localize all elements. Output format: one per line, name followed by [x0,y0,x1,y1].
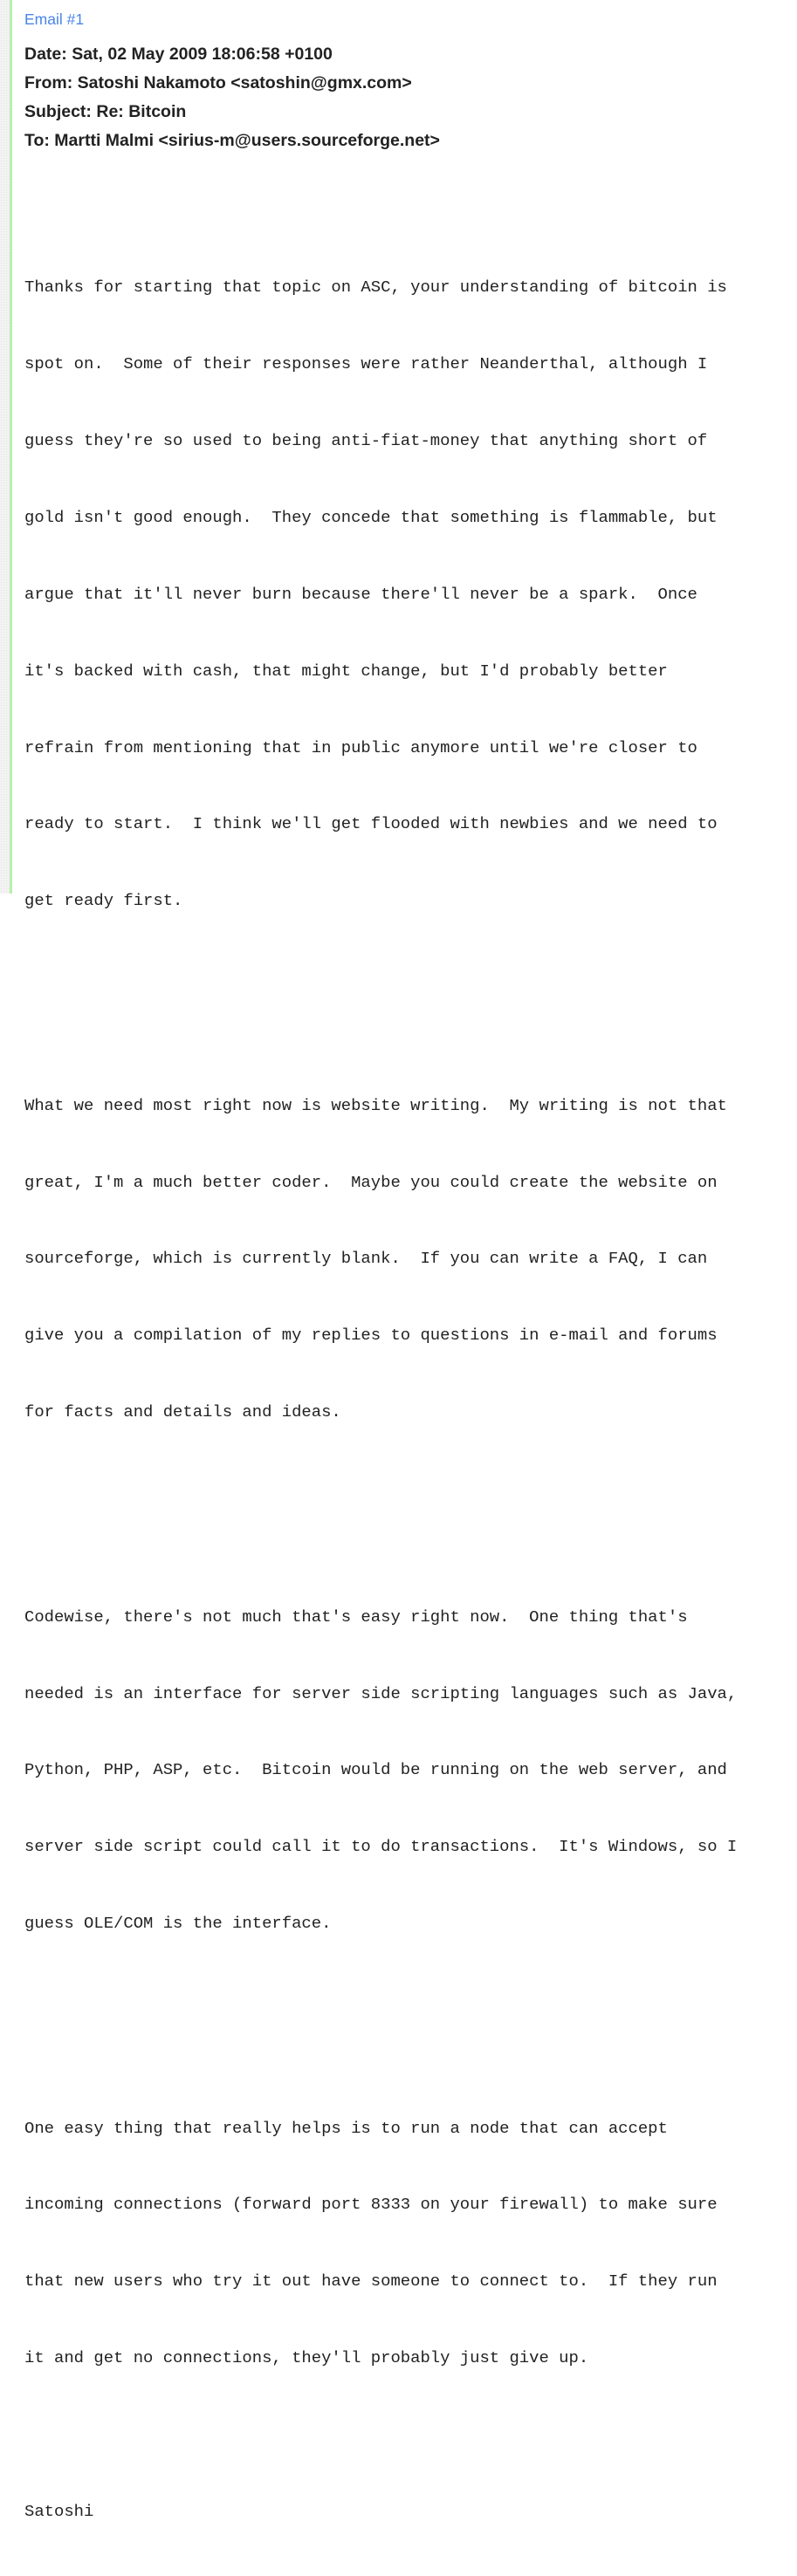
body-line: refrain from mentioning that in public anymore until we're closer to [24,737,697,757]
header-label: From: [24,73,73,92]
body-line: guess OLE/COM is the interface. [24,1914,332,1934]
paragraph-4 [24,2065,737,2422]
body-line: that new users who try it out have someone to connect to. If they run [24,2271,718,2292]
body-line: gold isn't good enough. They concede that something is flammable, but [24,507,718,527]
email-body [24,173,737,2576]
body-line: needed is an interface for server side scripting languages such as Java, [24,1683,738,1703]
header-subject [24,99,440,127]
paragraph-2 [24,1042,737,1476]
header-label: Date: [24,45,67,64]
body-line: for facts and details and ideas. [24,1402,341,1422]
body-line: Codewise, there's not much that's easy right now. One thing that's [24,1607,688,1627]
paragraph-1 [24,224,737,966]
header-value: Satoshi Nakamoto <satoshin@gmx.com> [77,73,412,92]
email-headers [24,41,440,156]
body-line: ready to start. I think we'll get flooded with newbies and we need to [24,814,718,834]
body-line: it's backed with cash, that might change, but I'd probably better [24,661,668,681]
header-label: Subject: [24,102,92,121]
body-line: One easy thing that really helps is to run a node that can accept [24,2118,668,2138]
body-line: argue that it'll never burn because there'll never be a spark. Once [24,584,697,604]
body-line: sourceforge, which is currently blank. If you can write a FAQ, I can [24,1249,708,1269]
body-line: incoming connections (forward port 8333 on your firewall) to make sure [24,2195,718,2215]
body-line: Python, PHP, ASP, etc. Bitcoin would be running on the web server, and [24,1760,727,1780]
body-line: it and get no connections, they'll probably just give up. [24,2348,589,2368]
body-line: give you a compilation of my replies to questions in e-mail and forums [24,1326,718,1346]
header-value: Martti Malmi <sirius-m@users.sourceforge.net> [54,131,440,150]
header-value: Sat, 02 May 2009 18:06:58 +0100 [72,45,333,64]
header-label: To: [24,131,50,150]
body-line: get ready first. [24,891,183,911]
body-line: server side script could call it to do transactions. It's Windows, so I [24,1837,738,1857]
email-link[interactable]: Email #1 [24,10,85,28]
quote-border [10,0,12,894]
header-value: Re: Bitcoin [96,102,187,121]
header-to [24,127,440,156]
left-margin-strip [0,0,10,894]
header-from [24,70,440,99]
body-line: spot on. Some of their responses were rather Neanderthal, although I [24,354,708,374]
body-line: Thanks for starting that topic on ASC, your understanding of bitcoin is [24,277,727,298]
body-line: What we need most right now is website writing. My writing is not that [24,1095,727,1115]
signature: Satoshi [24,2502,94,2522]
body-line: guess they're so used to being anti-fiat-money that anything short of [24,430,708,450]
body-line: great, I'm a much better coder. Maybe you could create the website on [24,1172,718,1192]
header-date [24,41,440,70]
paragraph-3 [24,1553,737,1988]
